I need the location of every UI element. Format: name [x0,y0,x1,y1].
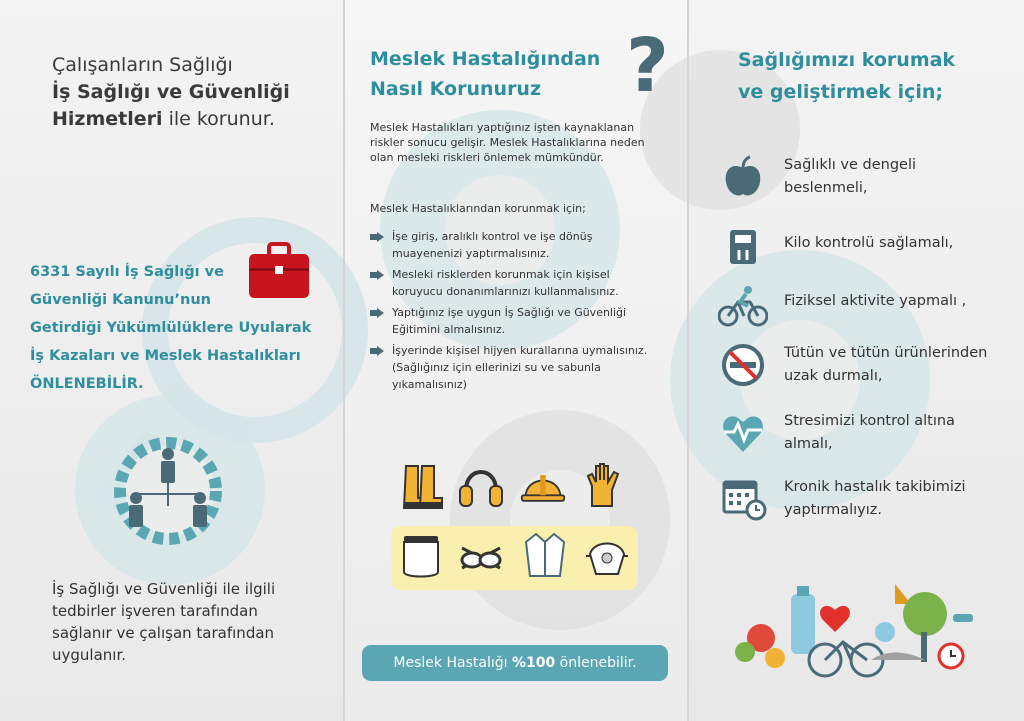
fold-line [343,0,345,721]
face-shield-icon [398,532,444,582]
footer-line: İş Sağlığı ve Güvenliği ile ilgili [52,580,276,598]
list-line: Yaptığınız işe uygun İş Sağlığı ve Güvenliği [392,306,627,319]
heading-line: Çalışanların Sağlığı [52,54,233,76]
arrow-bullet-icon [370,270,384,280]
middle-subheading: Meslek Hastalıklarından korunmak için; [370,202,586,215]
tip-line: Fiziksel aktivite yapmalı , [784,293,967,309]
tip-line: Kronik hastalık takibimizi [784,479,966,495]
apple-icon [718,154,768,200]
prevention-list [368,228,678,397]
banner-prefix: Meslek Hastalığı [393,655,512,671]
footer-line: tedbirler işveren tarafından [52,602,258,620]
intro-line: Meslek Hastalıkları yaptığınız işten kaynaklanan [370,121,635,134]
safety-goggles-icon [458,534,504,584]
middle-title [370,44,620,104]
list-line: İşyerinde kişisel hijyen kurallarına uymalısınız. [392,344,648,357]
tip-line: Stresimizi kontrol altına [784,413,955,429]
list-line: Mesleki risklerden korunmak için kişisel [392,268,610,281]
list-line: muayenenizi yaptırmalısınız. [392,247,550,260]
title-line: Sağlığımızı korumak [738,49,956,71]
footer-line: sağlanır ve çalışan tarafından [52,624,275,642]
title-line: Nasıl Korunuruz [370,78,542,100]
cyclist-icon [718,284,768,330]
intro-line: riskler sonucu gelişir. Meslek Hastalıklarına neden [370,136,645,149]
tip-line: almalı, [784,436,833,452]
health-tip-item [718,410,1018,460]
title-line: ve geliştirmek için; [738,81,944,103]
no-smoking-icon [718,342,768,388]
tip-line: yaptırmalıyız. [784,502,882,518]
team-hierarchy-icon [108,436,228,546]
middle-intro [370,120,675,165]
list-line: İşe giriş, aralıklı kontrol ve işe dönüş [392,230,593,243]
tip-line: Tütün ve tütün ürünlerinden [784,345,988,361]
list-line: yıkamalısınız) [392,378,467,391]
list-item [368,304,678,338]
right-title [738,44,1008,108]
intro-line: olan mesleki riskleri önlemek mümkündür. [370,151,604,164]
list-item [368,342,678,393]
health-tip-item [718,154,1018,204]
law-line: 6331 Sayılı İş Sağlığı ve [30,264,224,280]
list-item [368,266,678,300]
gloves-icon [580,460,626,510]
list-item [368,228,678,262]
briefcase-icon [247,240,311,300]
list-line: Eğitimini almalısınız. [392,323,506,336]
question-mark-icon: ? [626,23,669,109]
prevention-banner [362,645,668,681]
arrow-bullet-icon [370,232,384,242]
law-line: Güvenliği Kanunu’nun [30,292,211,308]
health-tip-item [718,226,1018,276]
tip-line: Kilo kontrolü sağlamalı, [784,235,954,251]
tip-line: uzak durmalı, [784,368,883,384]
heading-bold: Hizmetleri [52,108,163,130]
ear-muffs-icon [458,462,504,512]
tip-line: beslenmeli, [784,180,868,196]
banner-percent: %100 [511,655,556,671]
calendar-clock-icon [718,476,768,522]
law-line: İş Kazaları ve Meslek Hastalıkları [30,348,301,364]
lab-coat-icon [522,530,568,580]
title-line: Meslek Hastalığından [370,48,601,70]
list-line: koruyucu donanımlarınızı kullanmalısınız. [392,285,619,298]
law-line: ÖNLENEBİLİR. [30,376,144,392]
banner-suffix: önlenebilir. [555,655,637,671]
dust-mask-icon [584,534,630,584]
health-tip-item [718,284,1018,334]
list-line: (Sağlığınız için ellerinizi su ve sabunla [392,361,601,374]
left-heading [52,52,322,133]
health-tip-item [718,342,1018,392]
heading-line: İş Sağlığı ve Güvenliği [52,81,290,103]
safety-boots-icon [400,462,446,512]
arrow-bullet-icon [370,346,384,356]
law-line: Getirdiği Yükümlülüklere Uyularak [30,320,312,336]
scale-icon [718,226,768,272]
arrow-bullet-icon [370,308,384,318]
tip-line: Sağlıklı ve dengeli [784,157,917,173]
hard-hat-icon [520,462,566,512]
health-tip-item [718,476,1018,526]
fold-line [687,0,689,721]
left-footer-text [52,578,312,666]
heading-rest: ile korunur. [162,108,275,130]
footer-line: uygulanır. [52,646,127,664]
heartbeat-icon [718,410,768,456]
healthy-lifestyle-illustration [725,574,985,684]
